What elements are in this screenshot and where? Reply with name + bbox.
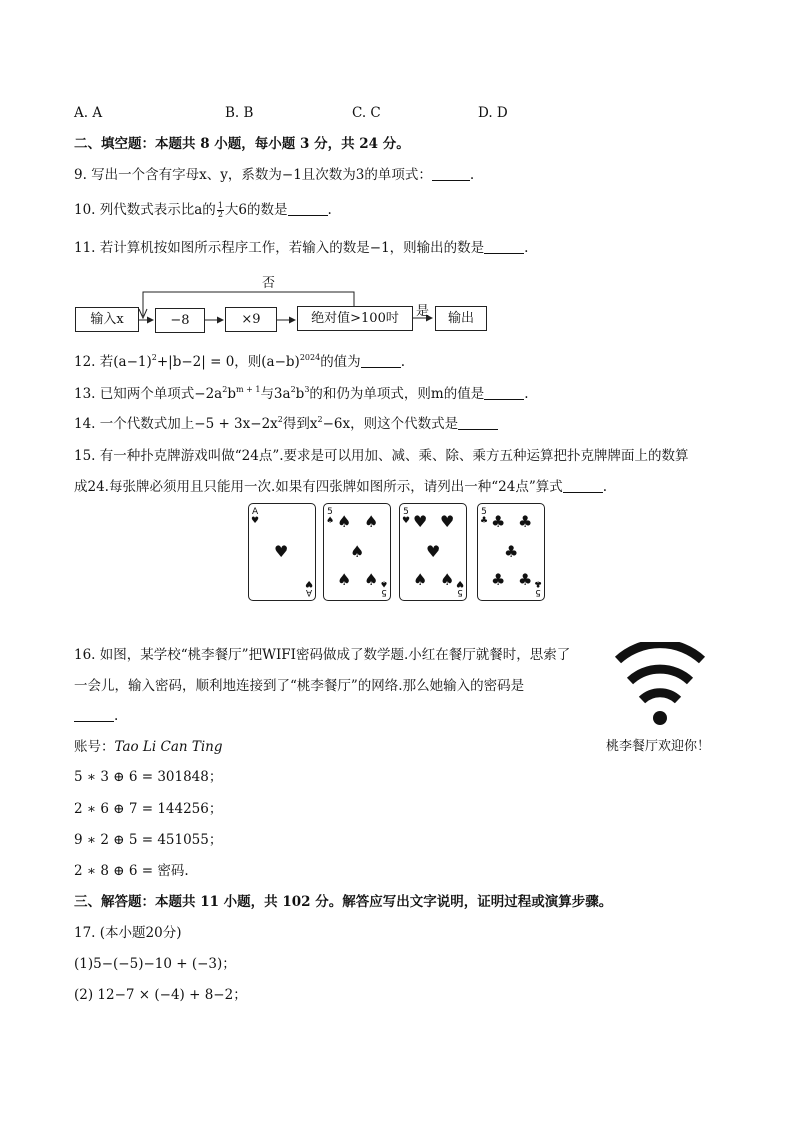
question-9-end: . (469, 167, 475, 183)
card-corner-rank: 5 ♥ (402, 507, 411, 526)
card-corner-rank: 5 ♠ (326, 507, 335, 526)
club-icon: ♣ (518, 512, 533, 531)
wifi-icon (612, 642, 708, 730)
question-12-pre: 12. 若(a−1) (74, 354, 152, 370)
card-corner-rank: 5 ♠ (379, 578, 388, 597)
spade-icon: ♠ (364, 570, 379, 589)
question-12-post: 的值为 (320, 354, 361, 370)
playing-card-five-clubs (477, 503, 545, 601)
question-9-text: 9. 写出一个含有字母x、y，系数为−1且次数为3的单项式： (74, 167, 432, 183)
option-b: B. B (225, 105, 254, 121)
variable: b (227, 386, 236, 402)
question-12-end: . (400, 354, 405, 370)
question-16-end: . (114, 708, 119, 724)
question-15-line-2 (74, 477, 607, 497)
heart-icon: ♥ (426, 542, 441, 561)
playing-card-five-spades (323, 503, 391, 601)
question-15-line-1: 15. 有一种扑克牌游戏叫做“24点”.要求是可以用加、减、乘、除、乘方五种运算把扑克牌牌面上的数算 (74, 448, 689, 464)
question-15-text: 成24.每张牌必须用且只能用一次.如果有四张牌如图所示，请列出一种“24点”算式 (74, 479, 563, 495)
spade-icon: ♠ (337, 512, 352, 531)
card-corner-rank: A ♥ (251, 507, 260, 526)
club-icon: ♣ (518, 570, 533, 589)
exponent: 3 (304, 385, 310, 394)
flowchart-times-box: ×9 (225, 307, 277, 332)
question-11-end: . (524, 240, 529, 256)
card-corner-rank: A ♥ (304, 578, 313, 597)
equation-2: 2 ∗ 6 ⊕ 7 = 144256； (74, 801, 223, 817)
question-10-end: . (327, 202, 332, 218)
equation-4: 2 ∗ 8 ⊕ 6 = 密码. (74, 863, 189, 879)
exponent: 2 (290, 385, 296, 394)
playing-card-ace-hearts (248, 503, 316, 601)
question-16-line-3 (74, 706, 118, 726)
question-14-mid: 得到x (282, 416, 318, 432)
account-line (74, 737, 223, 757)
question-10-post: 大6的数是 (224, 202, 288, 218)
fraction-numerator: 1 (217, 201, 223, 210)
variable: b (295, 386, 305, 402)
flowchart-input-box: 输入x (75, 307, 139, 332)
question-13-mid: 与3a (260, 386, 291, 402)
answer-blank[interactable] (361, 353, 401, 368)
flowchart-output-box: 输出 (435, 306, 487, 331)
question-13-pre: 13. 已知两个单项式−2a (74, 386, 223, 402)
heart-icon: ♥ (440, 512, 455, 531)
question-13 (74, 384, 529, 404)
question-11-text: 11. 若计算机按如图所示程序工作，若输入的数是−1，则输出的数是 (74, 240, 485, 256)
exponent: 2 (277, 415, 283, 424)
equation-1: 5 ∗ 3 ⊕ 6 = 301848； (74, 769, 223, 785)
option-d: D. D (478, 105, 508, 121)
exponent: 2024 (299, 353, 321, 362)
flowchart-yes-label: 是 (416, 304, 430, 319)
card-corner-rank: 5 ♥ (455, 578, 464, 597)
answer-blank[interactable] (484, 385, 524, 400)
club-icon: ♣ (491, 570, 506, 589)
equation-3: 9 ∗ 2 ⊕ 5 = 451055； (74, 832, 223, 848)
card-corner-rank: 5 ♣ (533, 578, 542, 597)
flowchart-no-label: 否 (262, 276, 276, 291)
question-12 (74, 352, 405, 372)
spade-icon: ♠ (350, 542, 365, 561)
question-17-part-2: (2) 12−7 × (−4) + 8−2； (74, 987, 247, 1003)
question-14-pre: 14. 一个代数式加上−5 + 3x−2x (74, 416, 278, 432)
flowchart-minus-box: −8 (155, 308, 205, 333)
exponent: 2 (317, 415, 323, 424)
heart-icon: ♥ (413, 512, 428, 531)
section-3-heading: 三、解答题：本题共 11 小题，共 102 分。解答应写出文字说明，证明过程或演算步骤。 (74, 894, 613, 910)
question-10-pre: 10. 列代数式表示比a的 (74, 202, 216, 218)
flowchart-condition-box: 绝对值>100吋 (297, 306, 413, 331)
question-17-part-1: (1)5−(−5)−10 + (−3)； (74, 956, 236, 972)
playing-card-five-hearts (399, 503, 467, 601)
spade-icon: ♠ (364, 512, 379, 531)
question-16-line-1: 16. 如图，某学校“桃李餐厅”把WIFI密码做成了数学题.小红在餐厅就餐时，思索了 (74, 647, 571, 663)
answer-blank[interactable] (563, 478, 603, 493)
exponent: m + 1 (235, 385, 261, 394)
question-16-line-2: 一会儿，输入密码，顺利地连接到了“桃李餐厅”的网络.那么她输入的密码是 (74, 678, 525, 694)
club-icon: ♣ (504, 542, 519, 561)
answer-blank[interactable] (74, 707, 114, 722)
fraction-denominator: 2 (217, 210, 223, 219)
option-a: A. A (74, 105, 103, 121)
answer-blank[interactable] (458, 415, 498, 430)
account-label: 账号： (74, 739, 115, 755)
wifi-caption: 桃李餐厅欢迎你！ (606, 739, 711, 754)
section-2-heading: 二、填空题：本题共 8 小题，每小题 3 分，共 24 分。 (74, 136, 410, 152)
question-14 (74, 414, 498, 434)
question-15-end: . (602, 479, 608, 495)
exponent: 2 (222, 385, 228, 394)
question-17-title: 17. (本小题20分) (74, 925, 182, 941)
heart-icon: ♥ (274, 542, 289, 561)
exponent: 2 (151, 353, 157, 362)
club-icon: ♣ (491, 512, 506, 531)
question-13-post: 的和仍为单项式，则m的值是 (309, 386, 485, 402)
account-value: Tao Li Can Ting (114, 739, 223, 755)
question-14-post: −6x，则这个代数式是 (322, 416, 459, 432)
spade-icon: ♠ (413, 570, 428, 589)
spade-icon: ♠ (440, 570, 455, 589)
question-13-end: . (524, 386, 529, 402)
option-c: C. C (352, 105, 381, 121)
spade-icon: ♠ (337, 570, 352, 589)
question-12-mid: +|b−2| = 0，则(a−b) (156, 354, 300, 370)
card-corner-rank: 5 ♣ (480, 507, 489, 526)
